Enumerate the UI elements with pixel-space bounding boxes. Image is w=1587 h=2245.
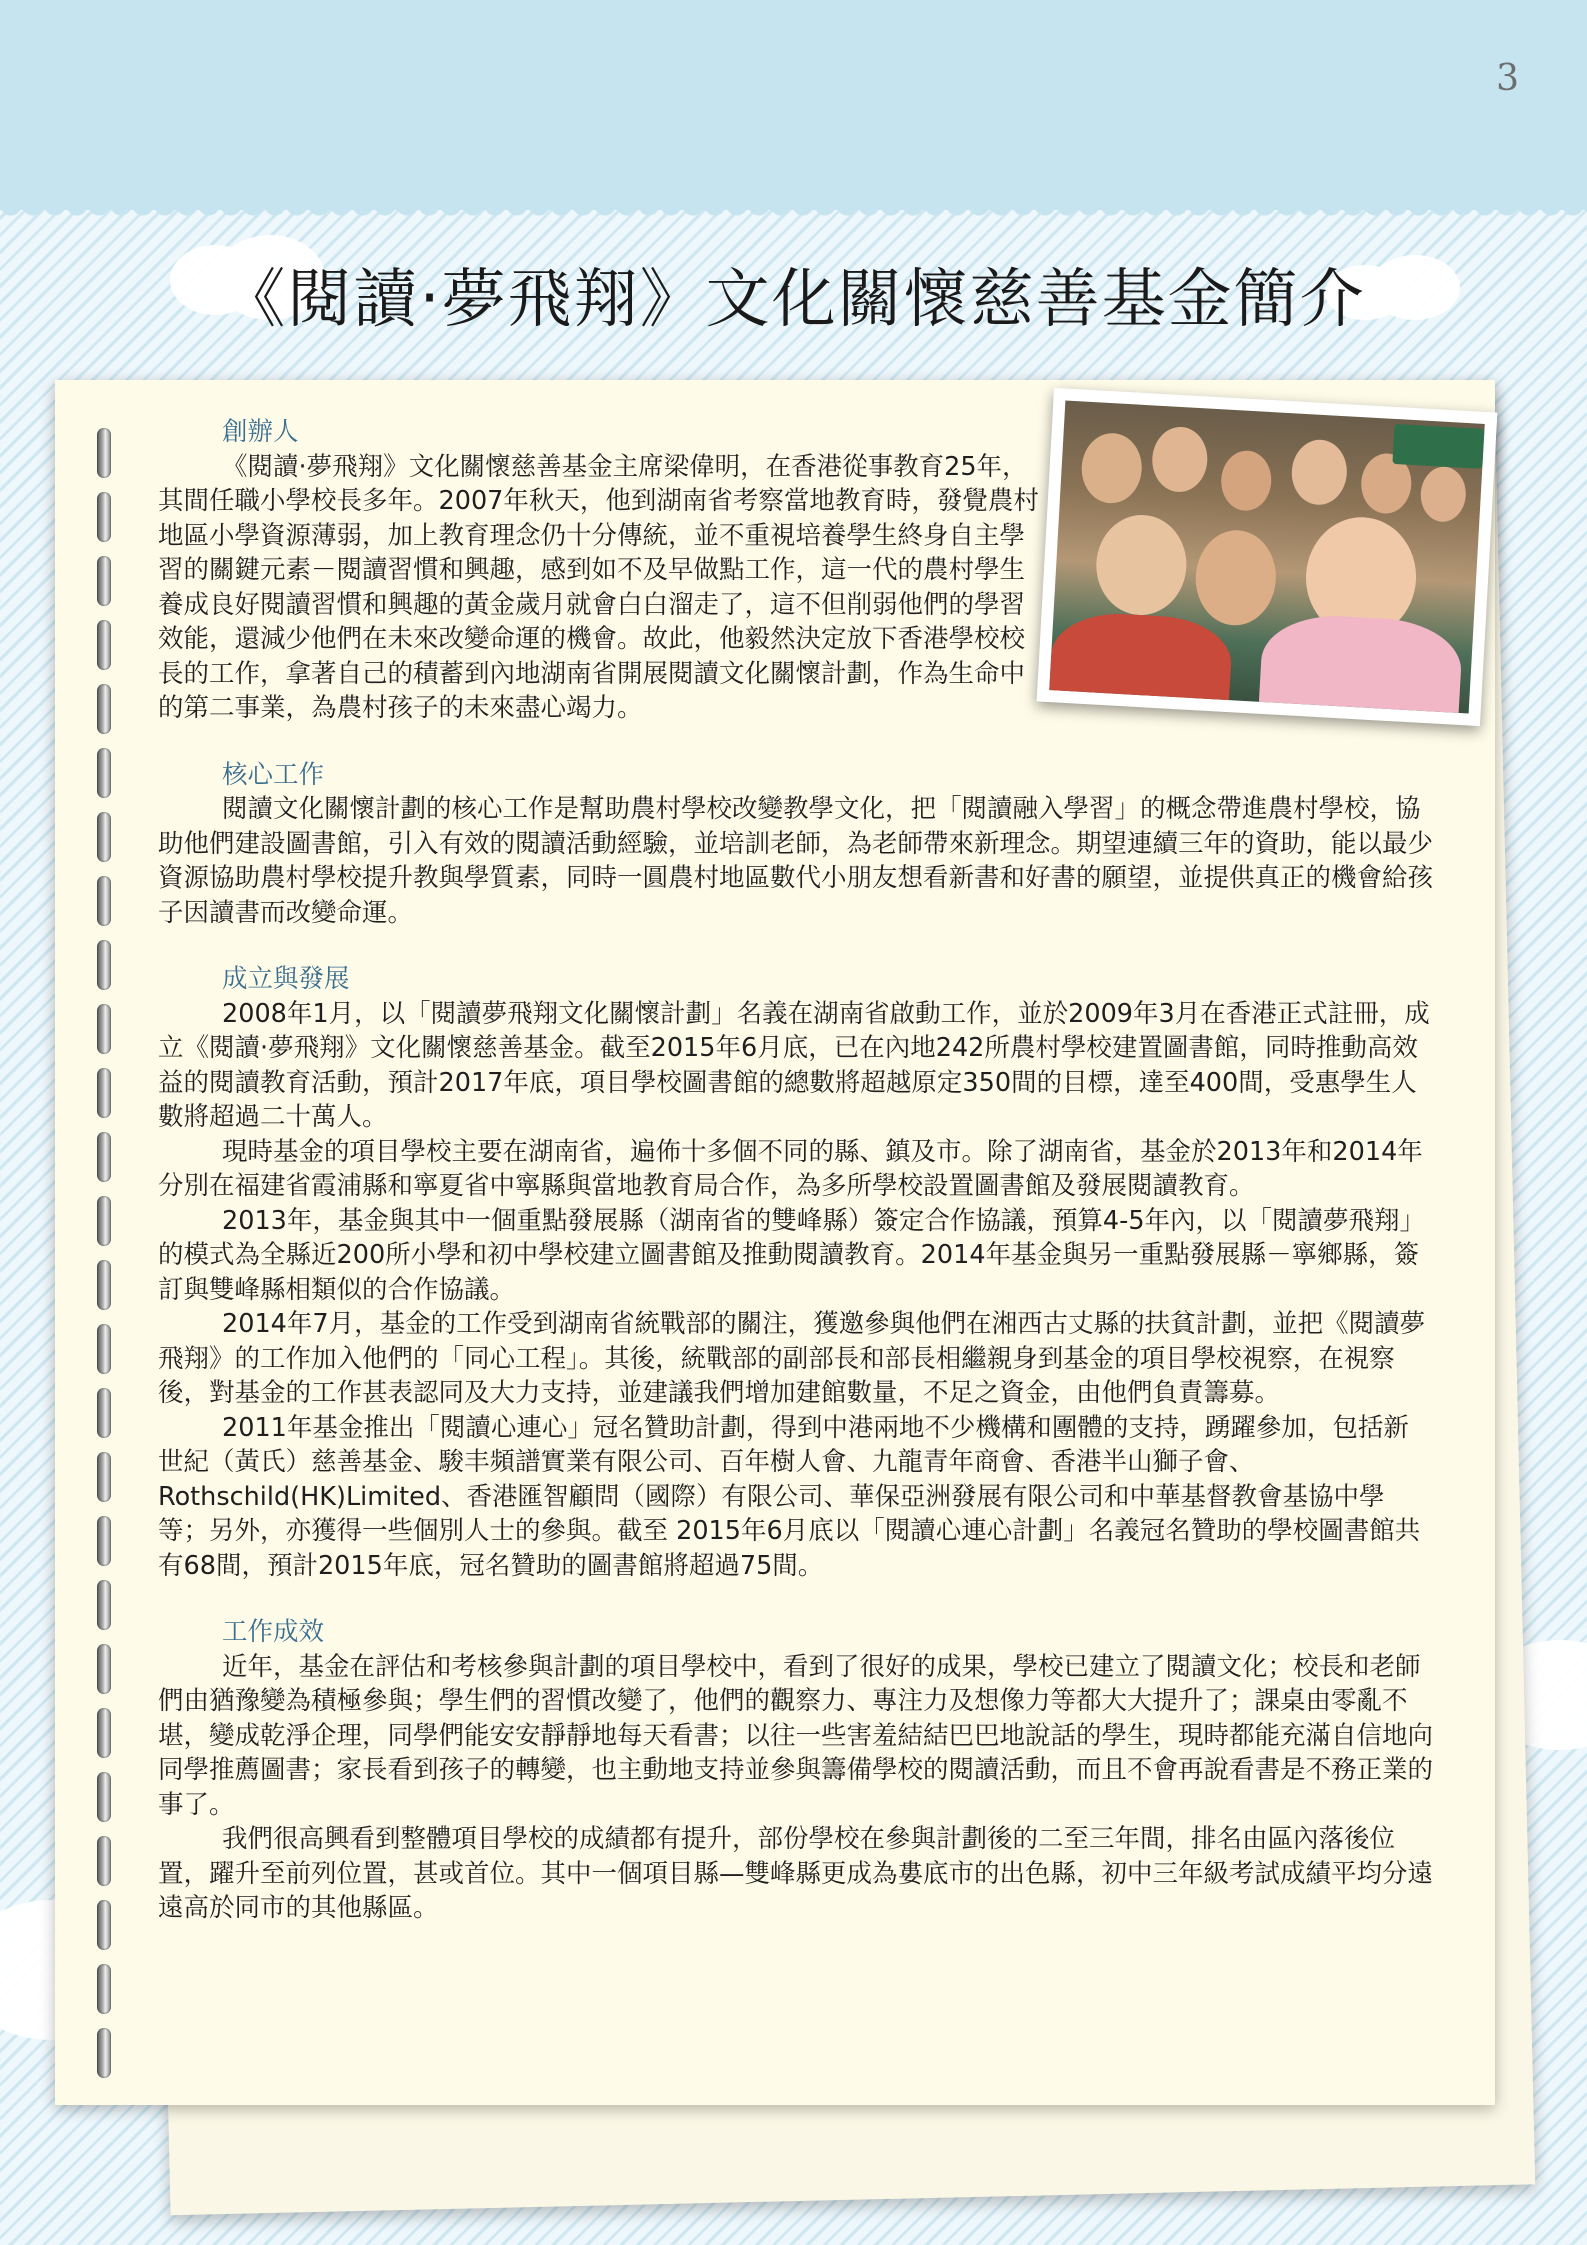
section-founder bbox=[158, 415, 1433, 726]
paragraph: 2014年7月，基金的工作受到湖南省統戰部的關注，獲邀參與他們在湘西古丈縣的扶貧計劃，並把《閱讀夢飛翔》的工作加入他們的「同心工程」。其後，統戰部的副部長和部長相繼親身到基金的項目學校視察，在視察後，對基金的工作甚表認同及大力支持，並建議我們增加建館數量，不足之資金，由他們負責籌募。 bbox=[158, 1309, 1426, 1408]
binder-ring bbox=[97, 492, 111, 542]
paragraph: 我們很高興看到整體項目學校的成績都有提升，部份學校在參與計劃後的二至三年間，排名由區內落後位置，躍升至前列位置，甚或首位。其中一個項目縣—雙峰縣更成為婁底市的出色縣，初中三年級考試成績平均分遠遠高於同市的其他縣區。 bbox=[158, 1824, 1434, 1923]
binder-ring bbox=[97, 684, 111, 734]
section-heading: 核心工作 bbox=[222, 759, 325, 790]
binder-ring bbox=[97, 876, 111, 926]
binder-ring bbox=[97, 1580, 111, 1630]
binder-ring bbox=[97, 1644, 111, 1694]
article-body bbox=[158, 415, 1433, 1958]
binder-ring bbox=[97, 812, 111, 862]
binder-ring bbox=[97, 1452, 111, 1502]
section-development bbox=[158, 962, 1433, 1583]
paragraph: 2013年，基金與其中一個重點發展縣（湖南省的雙峰縣）簽定合作協議，預算4-5年內，以「閱讀夢飛翔」的模式為全縣近200所小學和初中學校建立圖書館及推動閱讀教育。2014年基金與另一重點發展縣－寧鄉縣，簽訂與雙峰縣相類似的合作協議。 bbox=[158, 1205, 1426, 1305]
binder-ring bbox=[97, 748, 111, 798]
binder-ring bbox=[97, 1004, 111, 1054]
page-title: 《閱讀‧夢飛翔》文化關懷慈善基金簡介 bbox=[221, 263, 1366, 337]
binder-ring bbox=[97, 1772, 111, 1822]
binder-ring bbox=[97, 1516, 111, 1566]
scallop-border bbox=[0, 205, 1587, 227]
binder-ring bbox=[97, 1068, 111, 1118]
paragraph: 近年，基金在評估和考核參與計劃的項目學校中，看到了很好的成果，學校已建立了閱讀文化；校長和老師們由猶豫變為積極參與；學生們的習慣改變了，他們的觀察力、專注力及想像力等都大大提升了；課桌由零亂不堪，變成乾淨企理，同學們能安安靜靜地每天看書；以往一些害羞結結巴巴地說話的學生，現時都能充滿自信地向同學推薦圖書；家長看到孩子的轉變，也主動地支持並參與籌備學校的閱讀活動，而且不會再說看書是不務正業的事了。 bbox=[158, 1651, 1434, 1820]
binder-ring bbox=[97, 2028, 111, 2078]
header-band bbox=[0, 0, 1587, 210]
paragraph: 《閱讀·夢飛翔》文化關懷慈善基金主席梁偉明，在香港從事教育25年，其間任職小學校長多年。2007年秋天，他到湖南省考察當地教育時，發覺農村地區小學資源薄弱，加上教育理念仍十分傳統，並不重視培養學生終身自主學習的關鍵元素－閱讀習慣和興趣，感到如不及早做點工作，這一代的農村學生養成良好閱讀習慣和興趣的黃金歲月就會白白溜走了，這不但削弱他們的學習效能，還減少他們在未來改變命運的機會。故此，他毅然決定放下香港學校校長的工作，拿著自己的積蓄到內地湖南省開展閱讀文化關懷計劃，作為生命中的第二事業，為農村孩子的未來盡心竭力。 bbox=[158, 451, 1039, 723]
section-heading: 創辦人 bbox=[222, 417, 299, 447]
paragraph: 2008年1月，以「閱讀夢飛翔文化關懷計劃」名義在湖南省啟動工作，並於2009年3月在香港正式註冊，成立《閱讀·夢飛翔》文化關懷慈善基金。截至2015年6月底，已在內地242所農村學校建置圖書館，同時推動高效益的閱讀教育活動，預計2017年底，項目學校圖書館的總數將超越原定350間的目標，達至400間，受惠學生人數將超過二十萬人。 bbox=[158, 998, 1430, 1132]
section-heading: 工作成效 bbox=[222, 1617, 325, 1647]
binder-ring bbox=[97, 620, 111, 670]
paragraph: 閱讀文化關懷計劃的核心工作是幫助農村學校改變教學文化，把「閱讀融入學習」的概念帶進農村學校，協助他們建設圖書館，引入有效的閱讀活動經驗，並培訓老師，為老師帶來新理念。期望連續三年的資助，能以最少資源協助農村學校提升教與學質素，同時一圓農村地區數代小朋友想看新書和好書的願望，並提供真正的機會給孩子因讀書而改變命運。 bbox=[158, 794, 1434, 928]
binder-ring bbox=[97, 1964, 111, 2014]
binder-ring bbox=[97, 1260, 111, 1310]
binder-ring bbox=[97, 1132, 111, 1182]
section-core-work bbox=[158, 758, 1433, 931]
binder-ring bbox=[97, 940, 111, 990]
binder-ring bbox=[97, 1836, 111, 1886]
binder-ring bbox=[97, 1708, 111, 1758]
page-number: 3 bbox=[1496, 58, 1519, 99]
binder-ring bbox=[97, 1900, 111, 1950]
section-heading: 成立與發展 bbox=[222, 964, 350, 994]
paragraph: 現時基金的項目學校主要在湖南省，遍佈十多個不同的縣、鎮及市。除了湖南省，基金於2013年和2014年分別在福建省霞浦縣和寧夏省中寧縣與當地教育局合作，為多所學校設置圖書館及發展閱讀教育。 bbox=[158, 1136, 1423, 1201]
binder-ring bbox=[97, 556, 111, 606]
section-results bbox=[158, 1615, 1433, 1926]
binder-ring bbox=[97, 1324, 111, 1374]
paragraph: 2011年基金推出「閱讀心連心」冠名贊助計劃，得到中港兩地不少機構和團體的支持，踴躍參加，包括新世紀（黃氏）慈善基金、駿丰頻譜實業有限公司、百年樹人會、九龍青年商會、香港半山獅子會、Rothschild(HK)Limited、香港匯智顧問（國際）有限公司、華保亞洲發展有限公司和中華基督教會基協中學等；另外，亦獲得一些個別人士的參與。截至 2015年6月底以「閱讀心連心計劃」名義冠名贊助的學校圖書館共有68間，預計2015年底，冠名贊助的圖書館將超過75間。 bbox=[158, 1412, 1421, 1581]
binder-ring bbox=[97, 1196, 111, 1246]
binder-ring bbox=[97, 428, 111, 478]
binder-ring bbox=[97, 1388, 111, 1438]
